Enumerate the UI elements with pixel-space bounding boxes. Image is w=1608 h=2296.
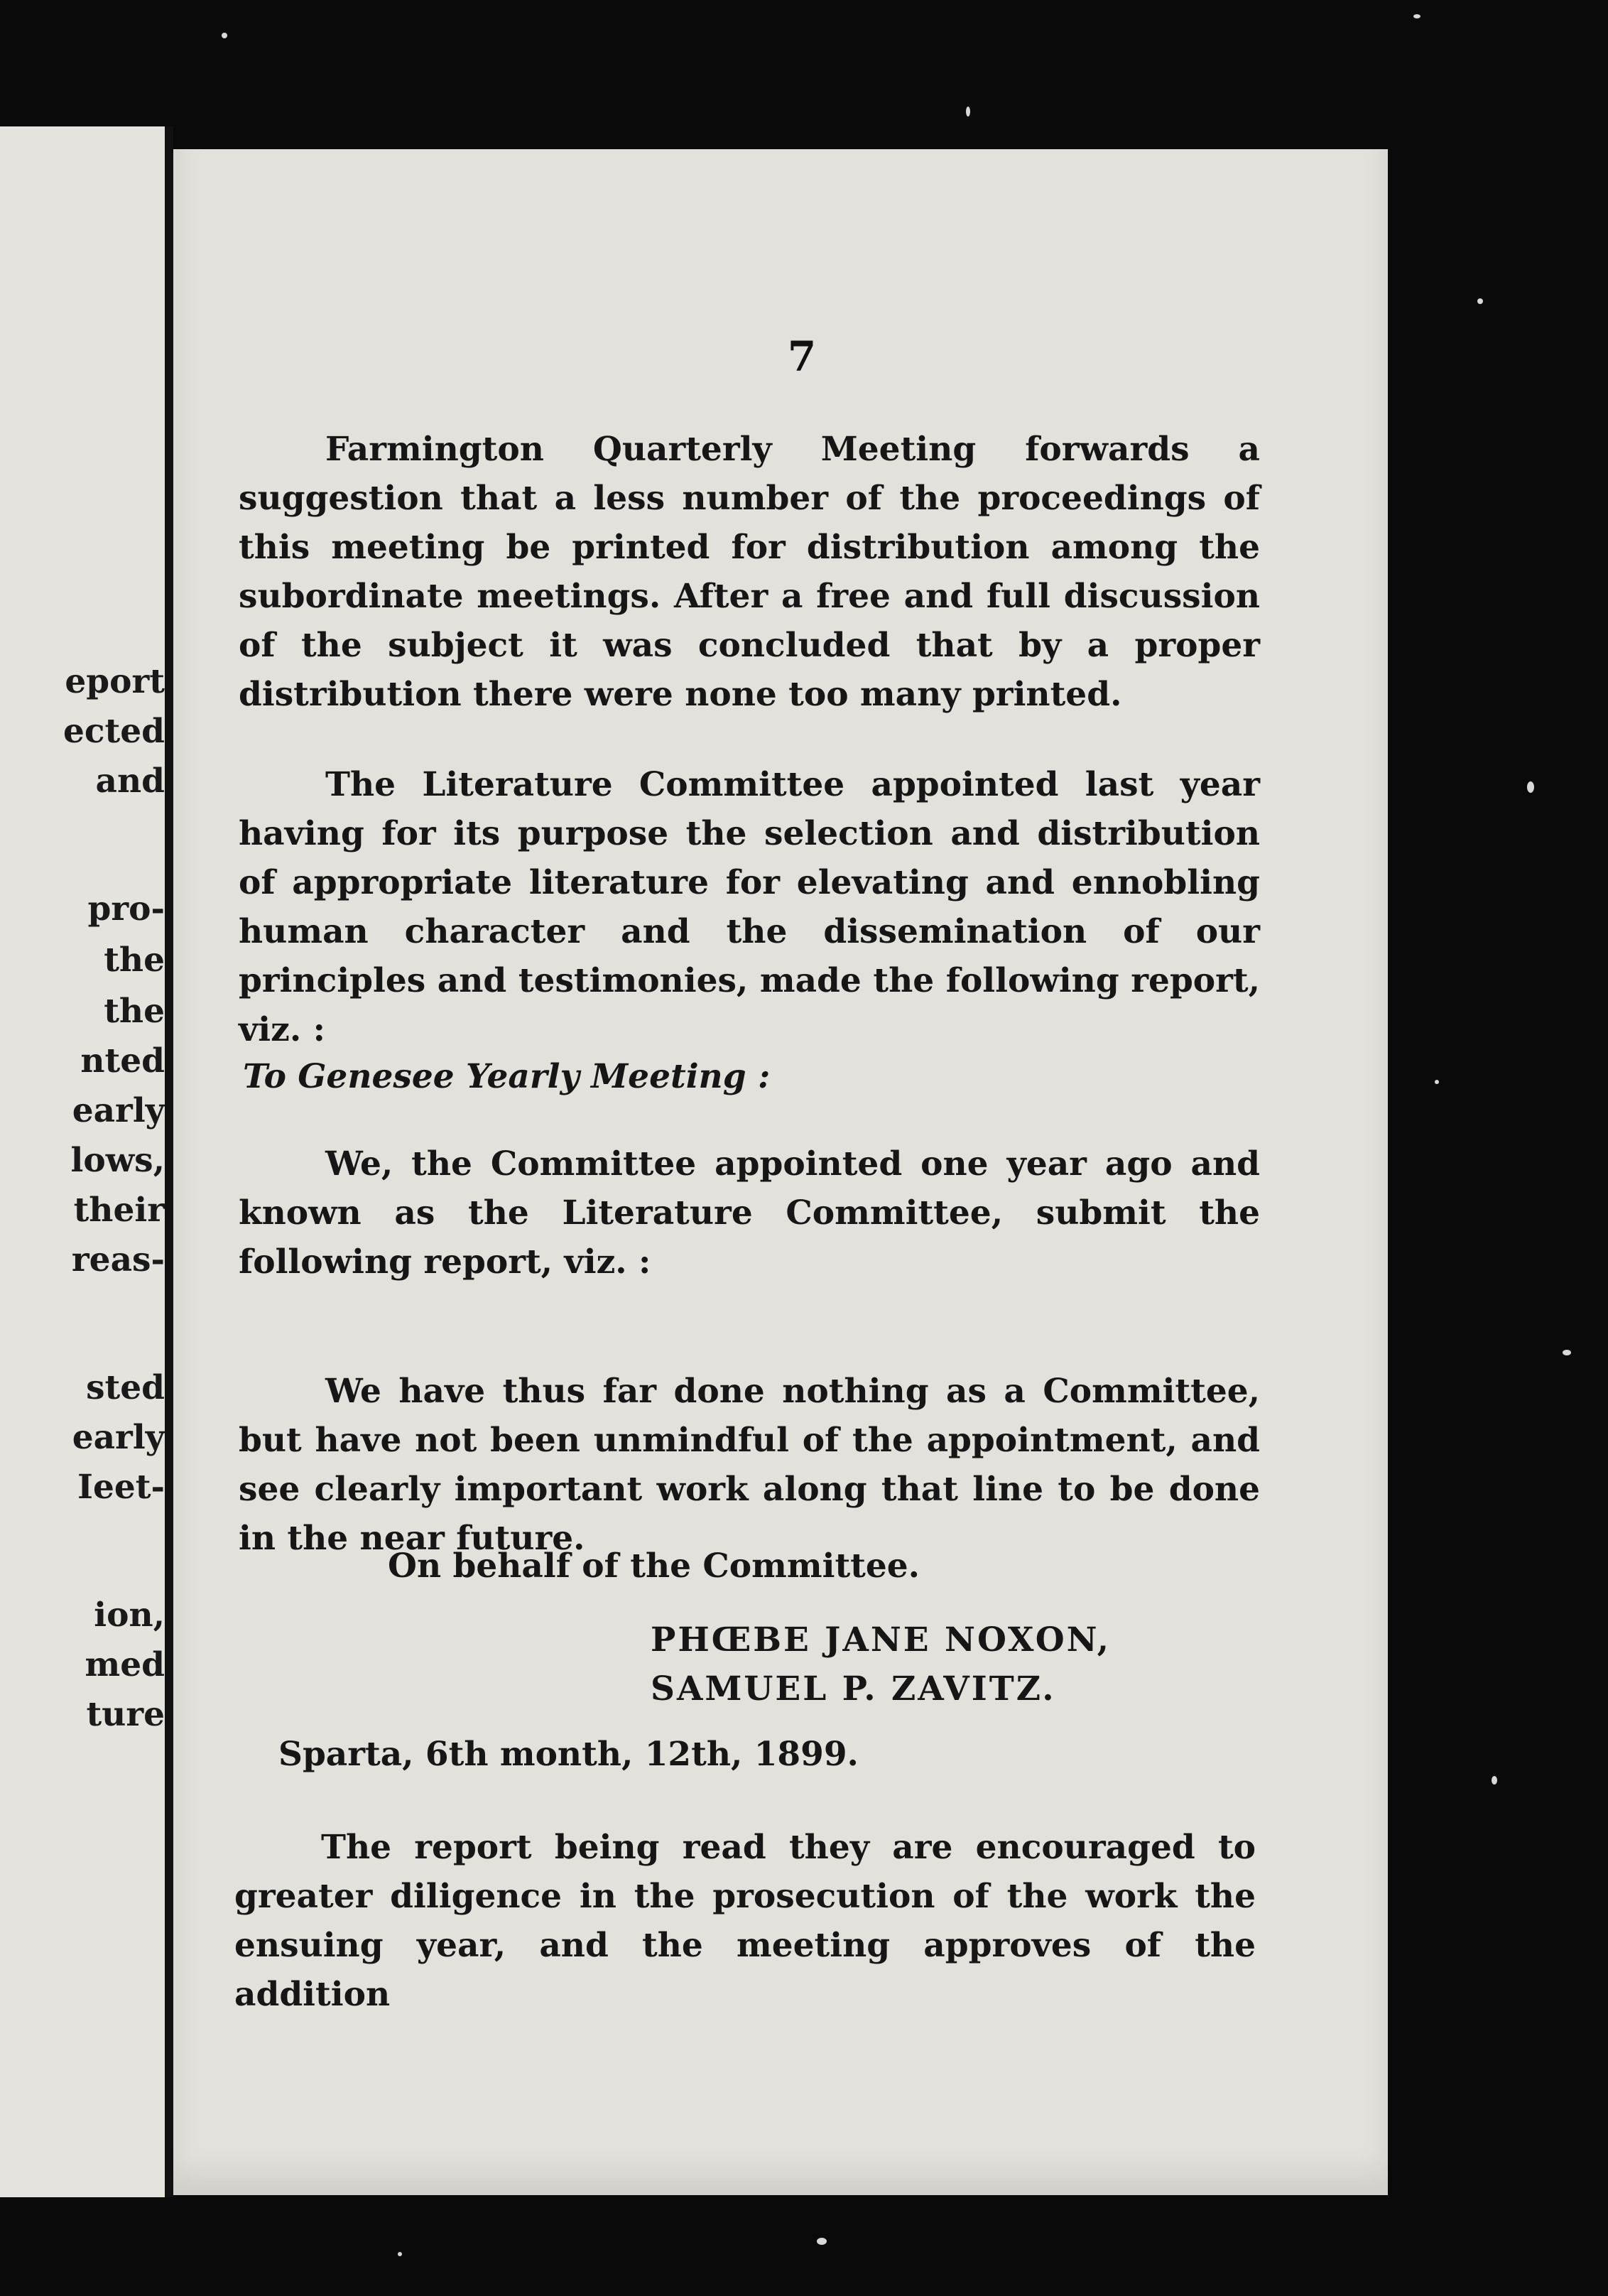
scan-speck xyxy=(1492,1776,1497,1785)
left-page-line: Ieet- xyxy=(77,1468,165,1507)
document-page xyxy=(173,149,1388,2195)
scan-speck xyxy=(1413,14,1420,18)
scan-speck xyxy=(1563,1350,1571,1355)
left-page-line: nted xyxy=(80,1041,165,1081)
paragraph-nothing-done: We have thus far done nothing as a Committee, but have not been unmindful of the appointment, and see clearly important work along that line to be done in the near future. xyxy=(239,1372,1260,1558)
left-page-line: pro- xyxy=(87,889,165,928)
scan-speck xyxy=(1477,298,1483,304)
left-page-line: early xyxy=(72,1091,165,1130)
signatories xyxy=(651,1615,1111,1713)
left-page-line: med xyxy=(85,1645,165,1684)
book-gutter xyxy=(165,126,173,2197)
place-and-date: Sparta, 6th month, 12th, 1899. xyxy=(278,1735,859,1774)
on-behalf-line: On behalf of the Committee. xyxy=(388,1547,920,1586)
left-page-line: early xyxy=(72,1418,165,1457)
left-page-line: the xyxy=(104,992,165,1031)
left-page-line: reas- xyxy=(71,1240,165,1279)
scan-speck xyxy=(398,2252,402,2256)
left-page-line: sted xyxy=(86,1368,165,1407)
left-page-line: the xyxy=(104,941,165,980)
scan-speck xyxy=(1527,781,1534,793)
page-number: 7 xyxy=(787,332,817,381)
paragraph-report-read: The report being read they are encouraged to greater diligence in the prosecution of the work the ensuing year, and the meeting approves of the addition xyxy=(234,1828,1256,2014)
left-page-line: lows, xyxy=(70,1141,165,1180)
left-page-line: their xyxy=(73,1191,165,1230)
left-page-line: eport xyxy=(65,662,165,701)
scan-speck xyxy=(817,2238,827,2245)
paragraph-literature-committee: The Literature Committee appointed last year having for its purpose the selection and distribution of appropriate literature for elevating and ennobling human character and the dissemination of our principles and testimonies, made the following report, viz. : xyxy=(239,765,1260,1049)
left-page-line: ture xyxy=(86,1695,165,1734)
left-page-line: and xyxy=(95,762,165,801)
scan-speck xyxy=(222,33,227,38)
signatory-name: SAMUEL P. ZAVITZ. xyxy=(651,1669,1056,1709)
paragraph-farmington: Farmington Quarterly Meeting forwards a suggestion that a less number of the proceedings of this meeting be printed for distribution among the subordinate meetings. After a free and full discussion of the subject it was concluded that by a proper distribution there were none too many printed. xyxy=(239,430,1260,714)
left-page-line: ion, xyxy=(94,1596,165,1635)
scan-speck xyxy=(1435,1080,1439,1084)
salutation: To Genesee Yearly Meeting : xyxy=(243,1057,771,1096)
previous-page-fragment xyxy=(0,126,165,2197)
left-page-line: ected xyxy=(63,712,165,751)
signatory-name: PHŒBE JANE NOXON, xyxy=(651,1620,1111,1659)
scan-speck xyxy=(966,107,970,117)
paragraph-committee-report: We, the Committee appointed one year ago and known as the Literature Committee, submit the following report, viz. : xyxy=(239,1144,1260,1282)
